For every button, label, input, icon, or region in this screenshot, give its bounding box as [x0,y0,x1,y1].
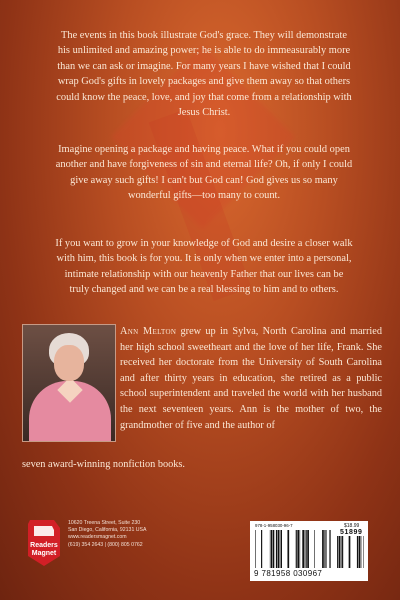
author-photo-face [54,345,84,381]
barcode-bar [324,530,325,568]
barcode-bar [325,530,326,568]
readers-magnet-logo-icon [24,516,64,570]
barcode-bar [280,530,281,568]
author-bio [120,324,382,433]
barcode-bar [307,530,309,568]
barcode-bar [330,530,331,568]
isbn-label: 978-1-958030-96-7 [255,523,293,528]
author-photo [22,324,116,442]
barcode-bar [273,530,275,568]
isbn-barcode [250,521,368,581]
isbn-digits: 9 781958 030967 [254,569,323,578]
gifts-paragraph: Imagine opening a package and having peace. What if you could open another and have forgiveness of sin and eternal life? Oh, if only I could give away such gifts! I can't but God can! God gives us so many wonderful gifts—too many to count. [55,144,353,202]
barcode-bar [329,530,330,568]
barcode-bar [297,530,299,568]
price-supplement-number: 51899 [340,529,363,536]
publisher-website: www.readersmagnet.com [68,534,127,541]
barcode-bar [281,530,282,568]
address-line-2: San Diego, California, 92131 USA [68,527,147,534]
barcode-bar [302,530,304,568]
author-name: Ann Melton [120,326,177,337]
logo-text-magnet: Magnet [31,550,57,557]
barcode-bar [349,536,351,568]
barcode-bar [261,530,262,568]
barcode-bar [342,536,343,568]
publisher-phone: (619) 354 2643 | (800) 805 0762 [68,541,143,548]
barcode-bar [278,530,280,568]
intro-paragraph: The events in this book illustrate God's grace. They will demonstrate his unlimited and amazing power; he is able to do immeasurably more than we can ask or imagine. For many years I have wished that I could wrap God's gifts in lovely packages and give them away so that others could know the peace, love, and joy that come from a relationship with Jesus Christ. [56,30,352,119]
barcode-bar [305,530,306,568]
author-bio-tail: seven award-winning nonfiction books. [22,459,186,470]
barcode-bar [364,536,365,568]
barcode-bar [271,530,272,568]
supplement-barcode-bars-icon [336,536,364,568]
barcode-bar [357,536,358,568]
barcode-bar [306,530,307,568]
barcode-bars-icon [255,530,331,568]
barcode-bar [270,530,271,568]
barcode-bar [359,536,361,568]
barcode-bar [287,530,289,568]
barcode-bar [276,530,277,568]
barcode-bar [361,536,362,568]
barcode-bar [300,530,301,568]
price-label: $18.99 [344,523,360,529]
barcode-bar [255,530,256,568]
publisher-address-block [68,520,218,549]
barcode-bar [339,536,341,568]
barcode-bar [322,530,324,568]
address-line-1: 10620 Treena Street, Suite 230 [68,520,141,526]
invitation-paragraph: If you want to grow in your knowledge of God and desire a closer walk with him, this book is for you. It is only when we enter into a personal, intimate relationship with our heavenly Father that our lives can be truly changed and we can be a real blessing to him and to others. [55,238,353,296]
barcode-bar [296,530,297,568]
barcode-bar [314,530,315,568]
author-bio-text: grew up in Sylva, North Carolina and married her high school sweetheart and the love of her life, Frank. She received her doctorate from the University of South Carolina and after thirty years in education, she retired as a public school superintendent and traveled the world with her husband the next seventeen years. Ann is the mother of two, the grandmother of five and the author of [120,326,382,431]
barcode-bar [341,536,342,568]
barcode-bar [337,536,338,568]
logo-text-readers: Readers [30,542,58,549]
